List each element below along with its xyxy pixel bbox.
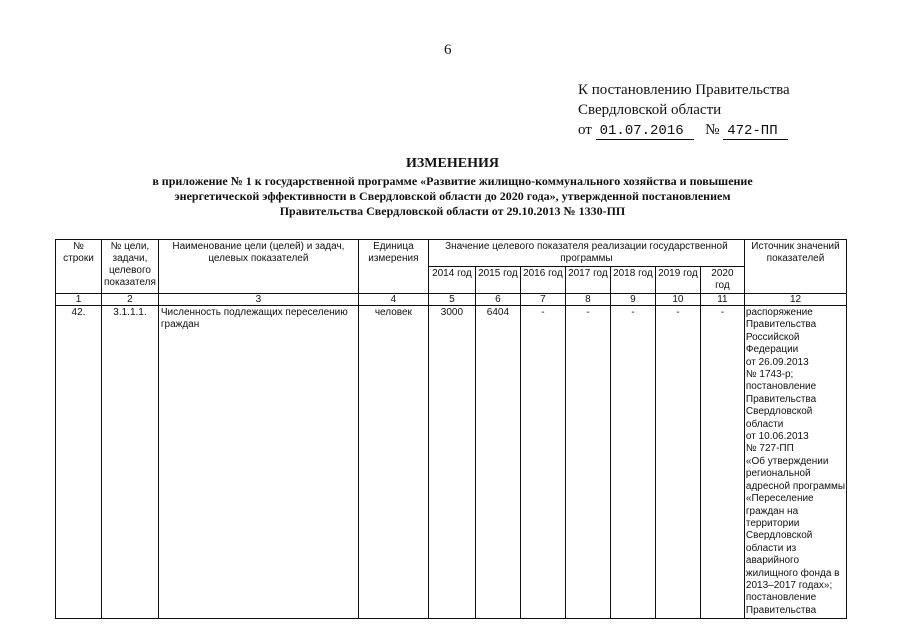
column-number: 12 — [744, 294, 846, 306]
column-number: 4 — [358, 294, 428, 306]
value-2020: - — [700, 306, 744, 619]
indicator-name: Численность подлежащих переселению граждан — [158, 306, 358, 619]
resolution-date: 01.07.2016 — [596, 124, 694, 140]
indicator-unit: человек — [358, 306, 428, 619]
from-label: от — [578, 122, 592, 138]
approval-line-2: Свердловской области — [578, 102, 722, 118]
header-year: 2018 год — [610, 267, 655, 294]
column-number: 2 — [102, 294, 159, 306]
header-source: Источник значений показателей — [744, 240, 846, 294]
column-number: 11 — [700, 294, 744, 306]
column-number: 6 — [475, 294, 520, 306]
resolution-number: 472-ПП — [723, 124, 787, 140]
source-line: Свердловской — [745, 530, 813, 542]
header-year: 2017 год — [565, 267, 610, 294]
header-value-group: Значение целевого показателя реализации государственной программы — [428, 240, 744, 267]
source-line: № 727-ПП — [745, 443, 794, 455]
value-2017: - — [565, 306, 610, 619]
source-line: Свердловской — [745, 406, 813, 418]
source-line: постановление — [745, 592, 817, 604]
column-number-row — [56, 294, 847, 306]
header-goal-no: № цели, задачи, целевого показателя — [102, 240, 159, 294]
approval-block — [578, 80, 790, 140]
source-line: жилищного фонда в — [745, 567, 840, 579]
source-line: от 10.06.2013 — [745, 431, 809, 443]
source-line: «Об утверждении — [745, 455, 829, 467]
subtitle-line-1: в приложение № 1 к государственной программе «Развитие жилищно-коммунального хозяйства и повышение — [152, 174, 753, 188]
header-name: Наименование цели (целей) и задач, целевых показателей — [158, 240, 358, 294]
value-2019: - — [655, 306, 700, 619]
subtitle-line-2: энергетической эффективности в Свердловской области до 2020 года», утвержденной постановлением — [174, 189, 731, 203]
value-2016: - — [520, 306, 565, 619]
header-year: 2015 год — [475, 267, 520, 294]
goal-number: 3.1.1.1. — [102, 306, 159, 619]
source-line: области — [745, 418, 784, 430]
source-line: адресной программы — [745, 480, 846, 492]
column-number: 10 — [655, 294, 700, 306]
document-subtitle — [110, 174, 795, 219]
source-line: Правительства — [745, 319, 817, 331]
value-2015: 6404 — [475, 306, 520, 619]
header-year: 2014 год — [428, 267, 475, 294]
source-line: Российской — [745, 331, 800, 343]
source-line: аварийного — [745, 555, 800, 567]
source-line: Правительства — [745, 604, 817, 616]
header-unit: Единица измерения — [358, 240, 428, 294]
header-year: 2020 год — [700, 267, 744, 294]
value-2014: 3000 — [428, 306, 475, 619]
source-line: территории — [745, 517, 800, 529]
column-number: 7 — [520, 294, 565, 306]
column-number: 9 — [610, 294, 655, 306]
subtitle-line-3: Правительства Свердловской области от 29.10.2013 № 1330-ПП — [279, 204, 626, 218]
source-line: «Переселение — [745, 493, 814, 505]
header-year: 2019 год — [655, 267, 700, 294]
column-number: 8 — [565, 294, 610, 306]
approval-line-3 — [578, 120, 790, 140]
page-number: 6 — [444, 42, 452, 58]
source-line: постановление — [745, 381, 817, 393]
column-number: 3 — [158, 294, 358, 306]
source-line: Федерации — [745, 344, 799, 356]
column-number: 1 — [56, 294, 102, 306]
column-number: 5 — [428, 294, 475, 306]
document-title: ИЗМЕНЕНИЯ — [406, 156, 499, 171]
source-line: региональной — [745, 468, 811, 480]
source-line: области из — [745, 542, 797, 554]
changes-table — [55, 239, 847, 619]
source-line: граждан на — [745, 505, 799, 517]
header-year: 2016 год — [520, 267, 565, 294]
source-line: от 26.09.2013 — [745, 356, 809, 368]
table-row — [56, 306, 847, 619]
approval-line-1: К постановлению Правительства — [578, 82, 790, 98]
source-line: 2013–2017 годах»; — [745, 579, 833, 591]
value-2018: - — [610, 306, 655, 619]
number-label: № — [705, 122, 720, 138]
source-line: № 1743-р; — [745, 369, 794, 381]
source-line: распоряжение — [745, 307, 813, 318]
header-row-no: № строки — [56, 240, 102, 294]
row-number: 42. — [56, 306, 102, 619]
source-line: Правительства — [745, 393, 817, 405]
indicator-source — [744, 306, 846, 619]
